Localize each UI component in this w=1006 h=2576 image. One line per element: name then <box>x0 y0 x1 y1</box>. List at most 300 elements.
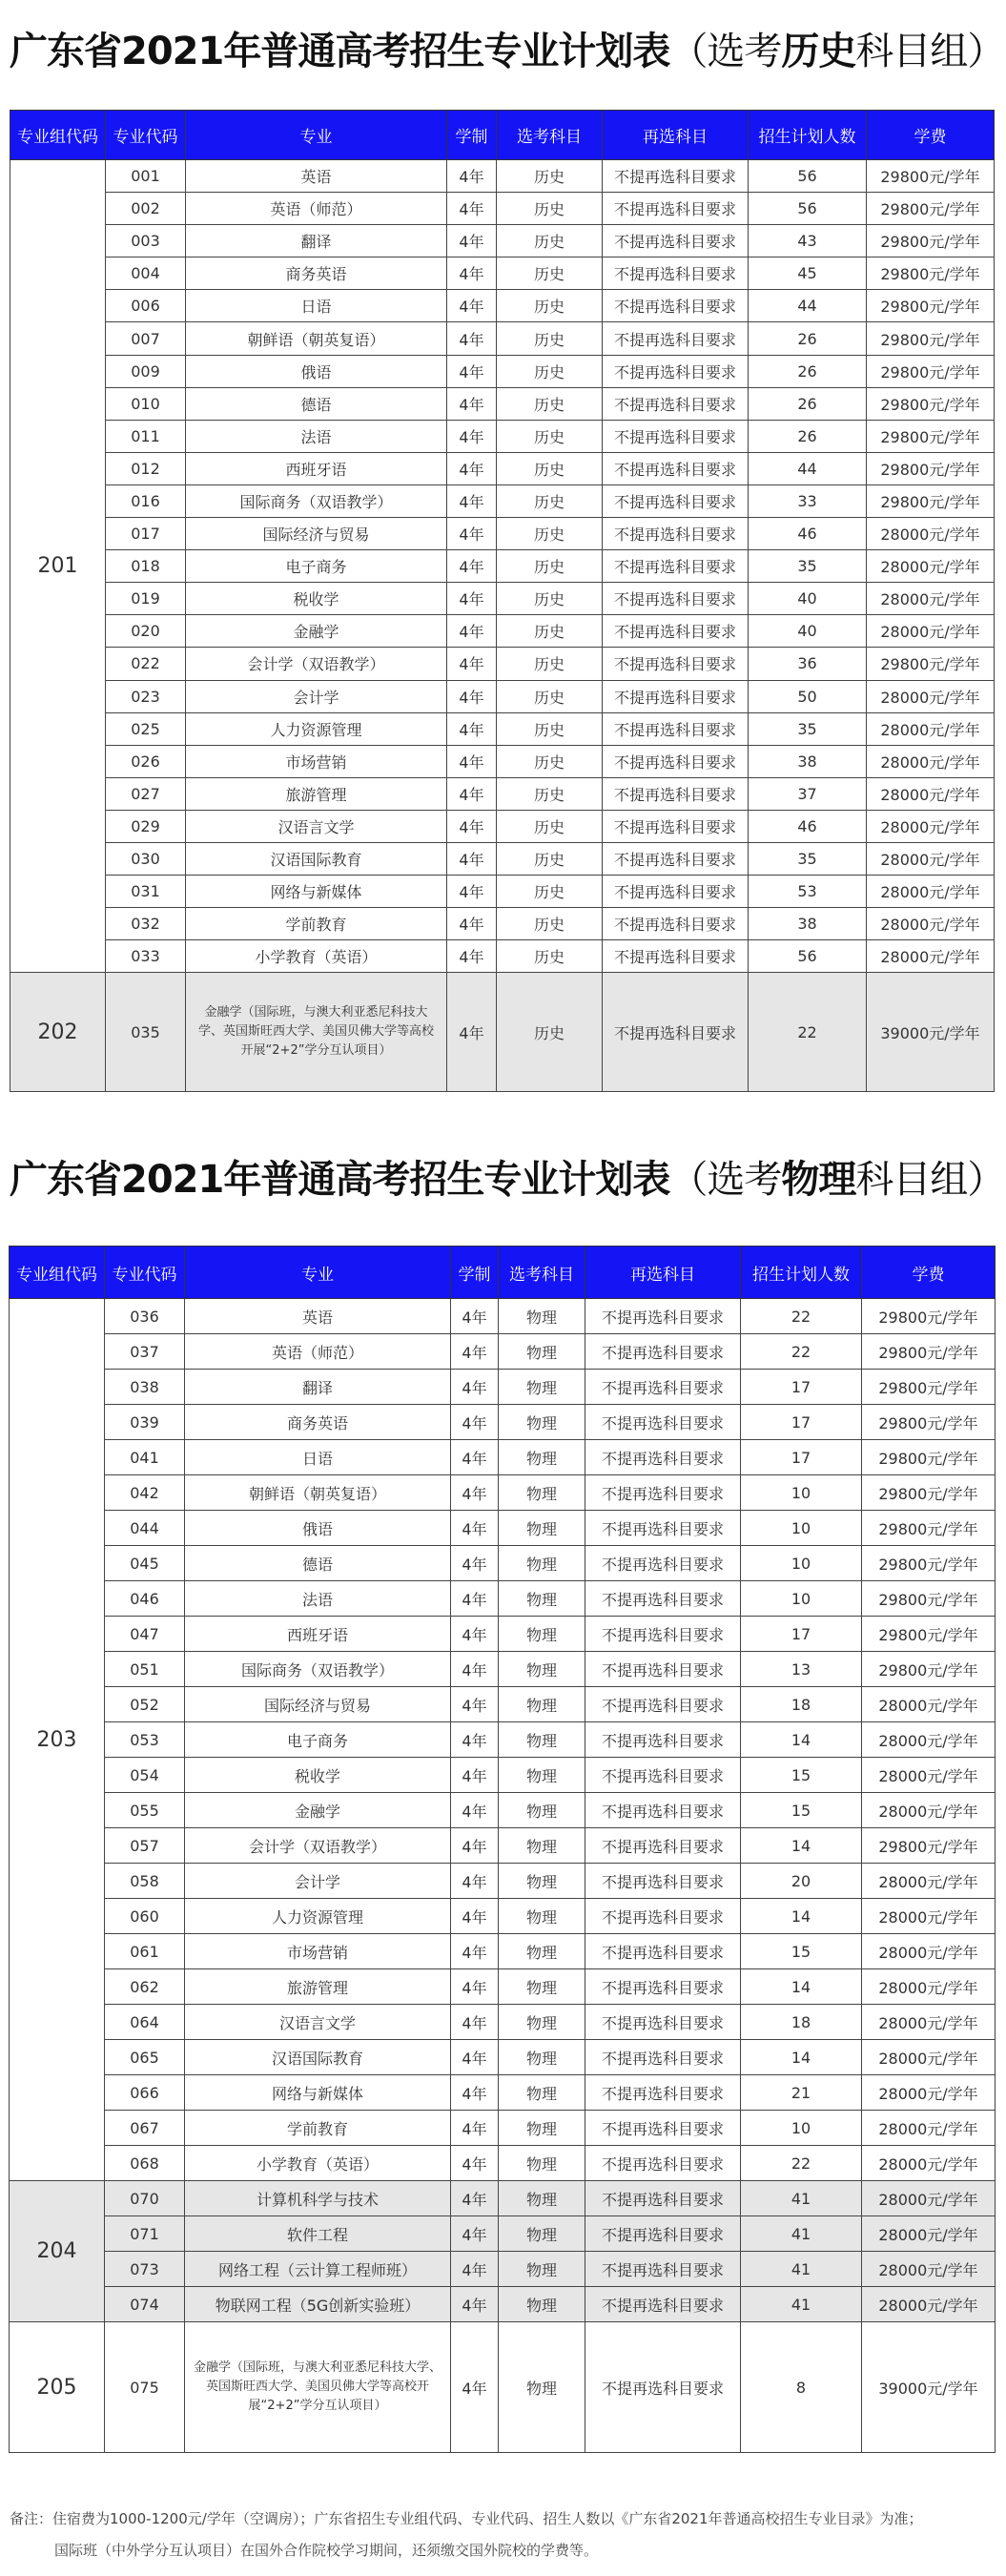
enrollment-count: 41 <box>741 2181 862 2216</box>
table-row <box>10 842 995 875</box>
table-row <box>10 1652 996 1687</box>
major-name: 汉语国际教育 <box>185 2040 451 2075</box>
required-subject: 历史 <box>497 940 603 973</box>
table-row <box>10 518 995 550</box>
major-code: 046 <box>105 1581 185 1617</box>
tuition: 29800元/学年 <box>867 193 995 225</box>
major-code: 074 <box>105 2287 185 2322</box>
major-name: 德语 <box>185 1546 451 1581</box>
table-row <box>10 2322 996 2453</box>
enrollment-count: 44 <box>749 452 867 484</box>
enrollment-count: 40 <box>749 583 867 615</box>
major-name: 日语 <box>186 290 447 322</box>
required-subject: 物理 <box>499 1722 585 1758</box>
table-row <box>10 680 995 712</box>
table-row <box>10 2075 996 2111</box>
reselect-subject: 不提再选科目要求 <box>585 1511 741 1546</box>
major-name: 朝鲜语（朝英复语） <box>186 322 447 355</box>
required-subject: 物理 <box>499 1828 585 1864</box>
duration: 4年 <box>451 1546 499 1581</box>
duration: 4年 <box>451 1440 499 1475</box>
reselect-subject: 不提再选科目要求 <box>585 2146 741 2181</box>
table-row <box>10 908 995 940</box>
major-name: 西班牙语 <box>185 1617 451 1652</box>
major-name: 翻译 <box>185 1370 451 1405</box>
reselect-subject: 不提再选科目要求 <box>585 2287 741 2322</box>
enrollment-count: 50 <box>749 680 867 712</box>
reselect-subject: 不提再选科目要求 <box>603 258 749 290</box>
table-row <box>10 258 995 290</box>
duration: 4年 <box>447 550 497 583</box>
major-code: 003 <box>106 225 186 258</box>
reselect-subject: 不提再选科目要求 <box>603 420 749 452</box>
reselect-subject: 不提再选科目要求 <box>585 1758 741 1793</box>
enrollment-count: 10 <box>741 1546 862 1581</box>
enrollment-count: 17 <box>741 1405 862 1440</box>
tuition: 28000元/学年 <box>862 2005 996 2040</box>
required-subject: 物理 <box>499 2005 585 2040</box>
table-row <box>10 550 995 583</box>
table-row <box>10 1864 996 1899</box>
major-code: 011 <box>106 420 186 452</box>
duration: 4年 <box>447 940 497 973</box>
reselect-subject: 不提再选科目要求 <box>585 1652 741 1687</box>
tuition: 29800元/学年 <box>867 452 995 484</box>
major-code: 032 <box>106 908 186 940</box>
major-code: 057 <box>105 1828 185 1864</box>
reselect-subject: 不提再选科目要求 <box>585 2040 741 2075</box>
major-name: 英语 <box>186 160 447 193</box>
reselect-subject: 不提再选科目要求 <box>603 387 749 420</box>
major-code: 052 <box>105 1687 185 1722</box>
column-header: 学制 <box>451 1247 499 1299</box>
major-code: 060 <box>105 1899 185 1934</box>
column-header: 再选科目 <box>585 1247 741 1299</box>
group-code: 204 <box>10 2181 105 2322</box>
required-subject: 物理 <box>499 1934 585 1969</box>
tuition: 28000元/学年 <box>862 1758 996 1793</box>
required-subject: 历史 <box>497 290 603 322</box>
duration: 4年 <box>451 1828 499 1864</box>
footnote-line-2: 国际班（中外学分互认项目）在国外合作院校学习期间，还须缴交国外院校的学费等。 <box>54 2542 599 2559</box>
duration: 4年 <box>451 1581 499 1617</box>
required-subject: 历史 <box>497 355 603 387</box>
required-subject: 历史 <box>497 225 603 258</box>
major-name: 电子商务 <box>185 1722 451 1758</box>
footnote-line-1: 备注：住宿费为1000-1200元/学年（空调房）；广东省招生专业组代码、专业代码、招生人数以《广东省2021年普通高校招生专业目录》为准； <box>10 2510 923 2527</box>
reselect-subject: 不提再选科目要求 <box>585 2322 741 2453</box>
enrollment-count: 14 <box>741 1899 862 1934</box>
reselect-subject: 不提再选科目要求 <box>603 290 749 322</box>
group-code: 202 <box>10 973 106 1092</box>
enrollment-count: 17 <box>741 1617 862 1652</box>
major-code: 018 <box>106 550 186 583</box>
enrollment-count: 15 <box>741 1793 862 1828</box>
enrollment-count: 15 <box>741 1758 862 1793</box>
table-row <box>10 973 995 1092</box>
major-code: 004 <box>106 258 186 290</box>
enrollment-count: 35 <box>749 550 867 583</box>
reselect-subject: 不提再选科目要求 <box>585 1722 741 1758</box>
duration: 4年 <box>451 2111 499 2146</box>
enrollment-count: 22 <box>741 1334 862 1370</box>
duration: 4年 <box>447 745 497 777</box>
table-row <box>10 387 995 420</box>
tuition: 28000元/学年 <box>867 876 995 908</box>
reselect-subject: 不提再选科目要求 <box>603 355 749 387</box>
duration: 4年 <box>451 2146 499 2181</box>
table-row <box>10 193 995 225</box>
duration: 4年 <box>451 2040 499 2075</box>
duration: 4年 <box>451 1899 499 1934</box>
required-subject: 历史 <box>497 810 603 842</box>
enrollment-count: 43 <box>749 225 867 258</box>
duration: 4年 <box>447 680 497 712</box>
major-name: 网络工程（云计算工程师班） <box>185 2252 451 2287</box>
table-row <box>10 2216 996 2252</box>
duration: 4年 <box>451 2252 499 2287</box>
enrollment-count: 45 <box>749 258 867 290</box>
required-subject: 物理 <box>499 2181 585 2216</box>
reselect-subject: 不提再选科目要求 <box>603 518 749 550</box>
reselect-subject: 不提再选科目要求 <box>585 1617 741 1652</box>
enrollment-count: 21 <box>741 2075 862 2111</box>
tuition: 29800元/学年 <box>867 484 995 517</box>
required-subject: 物理 <box>499 1969 585 2005</box>
tuition: 39000元/学年 <box>862 2322 996 2453</box>
reselect-subject: 不提再选科目要求 <box>603 452 749 484</box>
required-subject: 历史 <box>497 583 603 615</box>
table-row <box>10 1299 996 1334</box>
tuition: 29800元/学年 <box>862 1581 996 1617</box>
tuition: 29800元/学年 <box>867 258 995 290</box>
table-row <box>10 225 995 258</box>
enrollment-count: 26 <box>749 322 867 355</box>
enrollment-count: 41 <box>741 2216 862 2252</box>
reselect-subject: 不提再选科目要求 <box>585 1581 741 1617</box>
major-code: 019 <box>106 583 186 615</box>
duration: 4年 <box>451 1652 499 1687</box>
duration: 4年 <box>447 810 497 842</box>
major-name: 俄语 <box>186 355 447 387</box>
reselect-subject: 不提再选科目要求 <box>603 680 749 712</box>
major-name: 网络与新媒体 <box>186 876 447 908</box>
reselect-subject: 不提再选科目要求 <box>585 1828 741 1864</box>
table-row <box>10 777 995 810</box>
tuition: 28000元/学年 <box>862 1934 996 1969</box>
major-code: 009 <box>106 355 186 387</box>
reselect-subject: 不提再选科目要求 <box>585 1793 741 1828</box>
table-row <box>10 876 995 908</box>
major-name: 商务英语 <box>186 258 447 290</box>
major-name: 西班牙语 <box>186 452 447 484</box>
major-code: 026 <box>106 745 186 777</box>
enrollment-count: 56 <box>749 940 867 973</box>
tuition: 28000元/学年 <box>862 2287 996 2322</box>
major-code: 054 <box>105 1758 185 1793</box>
reselect-subject: 不提再选科目要求 <box>603 842 749 875</box>
duration: 4年 <box>447 583 497 615</box>
column-header: 招生计划人数 <box>749 111 867 160</box>
duration: 4年 <box>447 258 497 290</box>
major-name: 俄语 <box>185 1511 451 1546</box>
major-name: 汉语言文学 <box>186 810 447 842</box>
major-code: 039 <box>105 1405 185 1440</box>
tuition: 28000元/学年 <box>862 2075 996 2111</box>
column-header: 专业 <box>186 111 447 160</box>
table-row <box>10 810 995 842</box>
required-subject: 历史 <box>497 615 603 648</box>
major-code: 022 <box>106 648 186 680</box>
major-name: 法语 <box>186 420 447 452</box>
major-code: 001 <box>106 160 186 193</box>
tuition: 28000元/学年 <box>862 1722 996 1758</box>
major-name: 法语 <box>185 1581 451 1617</box>
major-name: 翻译 <box>186 225 447 258</box>
required-subject: 历史 <box>497 712 603 745</box>
major-name: 学前教育 <box>185 2111 451 2146</box>
enrollment-count: 56 <box>749 193 867 225</box>
duration: 4年 <box>447 355 497 387</box>
major-name: 市场营销 <box>186 745 447 777</box>
required-subject: 历史 <box>497 387 603 420</box>
table-row <box>10 2252 996 2287</box>
table-row <box>10 1617 996 1652</box>
major-code: 047 <box>105 1617 185 1652</box>
table-row <box>10 1899 996 1934</box>
major-code: 067 <box>105 2111 185 2146</box>
major-code: 053 <box>105 1722 185 1758</box>
required-subject: 物理 <box>499 1899 585 1934</box>
reselect-subject: 不提再选科目要求 <box>585 1687 741 1722</box>
tuition: 28000元/学年 <box>867 680 995 712</box>
major-code: 041 <box>105 1440 185 1475</box>
major-code: 020 <box>106 615 186 648</box>
tuition: 29800元/学年 <box>867 225 995 258</box>
major-code: 045 <box>105 1546 185 1581</box>
duration: 4年 <box>451 1370 499 1405</box>
required-subject: 物理 <box>499 2252 585 2287</box>
tuition: 28000元/学年 <box>867 810 995 842</box>
duration: 4年 <box>447 322 497 355</box>
major-name: 会计学（双语教学） <box>185 1828 451 1864</box>
enrollment-count: 56 <box>749 160 867 193</box>
enrollment-count: 20 <box>741 1864 862 1899</box>
major-code: 002 <box>106 193 186 225</box>
duration: 4年 <box>451 2287 499 2322</box>
major-code: 071 <box>105 2216 185 2252</box>
major-code: 033 <box>106 940 186 973</box>
table-row <box>10 1969 996 2005</box>
tuition: 28000元/学年 <box>867 583 995 615</box>
group-code: 203 <box>10 1299 105 2181</box>
duration: 4年 <box>447 842 497 875</box>
required-subject: 物理 <box>499 1475 585 1511</box>
required-subject: 历史 <box>497 160 603 193</box>
duration: 4年 <box>447 712 497 745</box>
enrollment-count: 14 <box>741 1722 862 1758</box>
duration: 4年 <box>451 1969 499 2005</box>
duration: 4年 <box>451 1405 499 1440</box>
major-name: 计算机科学与技术 <box>185 2181 451 2216</box>
tuition: 28000元/学年 <box>867 712 995 745</box>
duration: 4年 <box>451 1511 499 1546</box>
enrollment-count: 41 <box>741 2287 862 2322</box>
tuition: 29800元/学年 <box>862 1828 996 1864</box>
tuition: 28000元/学年 <box>867 940 995 973</box>
enrollment-count: 38 <box>749 908 867 940</box>
major-code: 016 <box>106 484 186 517</box>
major-name: 学前教育 <box>186 908 447 940</box>
required-subject: 历史 <box>497 550 603 583</box>
major-name: 国际商务（双语教学） <box>185 1652 451 1687</box>
major-code: 062 <box>105 1969 185 2005</box>
major-name: 税收学 <box>185 1758 451 1793</box>
column-header: 学费 <box>862 1247 996 1299</box>
enrollment-count: 10 <box>741 1475 862 1511</box>
tuition: 28000元/学年 <box>867 842 995 875</box>
table-row <box>10 484 995 517</box>
major-name: 英语（师范） <box>186 193 447 225</box>
major-code: 068 <box>105 2146 185 2181</box>
required-subject: 历史 <box>497 648 603 680</box>
enrollment-count: 22 <box>741 2146 862 2181</box>
table-row <box>10 615 995 648</box>
reselect-subject: 不提再选科目要求 <box>603 550 749 583</box>
column-header: 再选科目 <box>603 111 749 160</box>
major-name: 金融学（国际班，与澳大利亚悉尼科技大学、英国斯旺西大学、美国贝佛大学等高校开展“2+2”学分互认项目） <box>186 973 447 1092</box>
tuition: 28000元/学年 <box>862 2111 996 2146</box>
tuition: 28000元/学年 <box>867 745 995 777</box>
duration: 4年 <box>451 1687 499 1722</box>
required-subject: 物理 <box>499 1299 585 1334</box>
table-row <box>10 1581 996 1617</box>
reselect-subject: 不提再选科目要求 <box>603 583 749 615</box>
duration: 4年 <box>447 193 497 225</box>
column-header: 选考科目 <box>497 111 603 160</box>
tuition: 29800元/学年 <box>867 355 995 387</box>
column-header: 学费 <box>867 111 995 160</box>
major-name: 会计学 <box>186 680 447 712</box>
required-subject: 历史 <box>497 842 603 875</box>
tuition: 29800元/学年 <box>867 322 995 355</box>
table-row <box>10 1793 996 1828</box>
major-name: 税收学 <box>186 583 447 615</box>
required-subject: 历史 <box>497 777 603 810</box>
table-row <box>10 1370 996 1405</box>
title-open: （选考 <box>669 1158 782 1202</box>
reselect-subject: 不提再选科目要求 <box>585 1969 741 2005</box>
duration: 4年 <box>451 1299 499 1334</box>
tuition: 28000元/学年 <box>862 2252 996 2287</box>
major-code: 055 <box>105 1793 185 1828</box>
duration: 4年 <box>451 1934 499 1969</box>
enrollment-count: 18 <box>741 2005 862 2040</box>
major-name: 国际经济与贸易 <box>186 518 447 550</box>
reselect-subject: 不提再选科目要求 <box>585 1475 741 1511</box>
tuition: 28000元/学年 <box>862 2146 996 2181</box>
required-subject: 物理 <box>499 2146 585 2181</box>
required-subject: 历史 <box>497 452 603 484</box>
required-subject: 物理 <box>499 1440 585 1475</box>
major-code: 070 <box>105 2181 185 2216</box>
enrollment-count: 53 <box>749 876 867 908</box>
title-prefix: 广东省2021年普通高考招生专业计划表 <box>10 1158 670 1202</box>
major-name: 汉语言文学 <box>185 2005 451 2040</box>
table-row <box>10 2181 996 2216</box>
major-code: 038 <box>105 1370 185 1405</box>
enrollment-count: 26 <box>749 420 867 452</box>
reselect-subject: 不提再选科目要求 <box>603 322 749 355</box>
major-name: 国际商务（双语教学） <box>186 484 447 517</box>
reselect-subject: 不提再选科目要求 <box>585 1934 741 1969</box>
tuition: 28000元/学年 <box>862 1793 996 1828</box>
enrollment-count: 33 <box>749 484 867 517</box>
major-code: 007 <box>106 322 186 355</box>
column-header: 专业组代码 <box>10 111 106 160</box>
enrollment-count: 44 <box>749 290 867 322</box>
major-name: 英语（师范） <box>185 1334 451 1370</box>
major-code: 035 <box>106 973 186 1092</box>
reselect-subject: 不提再选科目要求 <box>603 193 749 225</box>
table-row <box>10 583 995 615</box>
tuition: 29800元/学年 <box>862 1475 996 1511</box>
group-code: 201 <box>10 160 106 973</box>
title-open: （选考 <box>669 30 782 73</box>
required-subject: 物理 <box>499 2111 585 2146</box>
column-header: 专业组代码 <box>10 1247 105 1299</box>
tuition: 29800元/学年 <box>867 160 995 193</box>
duration: 4年 <box>447 908 497 940</box>
reselect-subject: 不提再选科目要求 <box>603 940 749 973</box>
tuition: 39000元/学年 <box>867 973 995 1092</box>
duration: 4年 <box>447 973 497 1092</box>
major-code: 010 <box>106 387 186 420</box>
column-header: 选考科目 <box>499 1247 585 1299</box>
duration: 4年 <box>451 1793 499 1828</box>
duration: 4年 <box>447 777 497 810</box>
table-row <box>10 1405 996 1440</box>
major-name: 人力资源管理 <box>185 1899 451 1934</box>
tuition: 29800元/学年 <box>867 387 995 420</box>
reselect-subject: 不提再选科目要求 <box>585 1440 741 1475</box>
duration: 4年 <box>447 160 497 193</box>
required-subject: 物理 <box>499 1687 585 1722</box>
required-subject: 物理 <box>499 2075 585 2111</box>
reselect-subject: 不提再选科目要求 <box>603 648 749 680</box>
column-header: 专业代码 <box>106 111 186 160</box>
major-code: 075 <box>105 2322 185 2453</box>
tuition: 28000元/学年 <box>862 1687 996 1722</box>
enrollment-count: 46 <box>749 810 867 842</box>
enrollment-count: 15 <box>741 1934 862 1969</box>
reselect-subject: 不提再选科目要求 <box>585 1899 741 1934</box>
tuition: 28000元/学年 <box>862 2216 996 2252</box>
enrollment-count: 26 <box>749 355 867 387</box>
table-row <box>10 1687 996 1722</box>
reselect-subject: 不提再选科目要求 <box>603 876 749 908</box>
tuition: 29800元/学年 <box>862 1440 996 1475</box>
enrollment-count: 17 <box>741 1370 862 1405</box>
required-subject: 历史 <box>497 745 603 777</box>
enrollment-count: 22 <box>749 973 867 1092</box>
tuition: 29800元/学年 <box>867 420 995 452</box>
duration: 4年 <box>447 452 497 484</box>
major-name: 电子商务 <box>186 550 447 583</box>
duration: 4年 <box>447 648 497 680</box>
major-name: 会计学（双语教学） <box>186 648 447 680</box>
column-header: 专业 <box>185 1247 451 1299</box>
